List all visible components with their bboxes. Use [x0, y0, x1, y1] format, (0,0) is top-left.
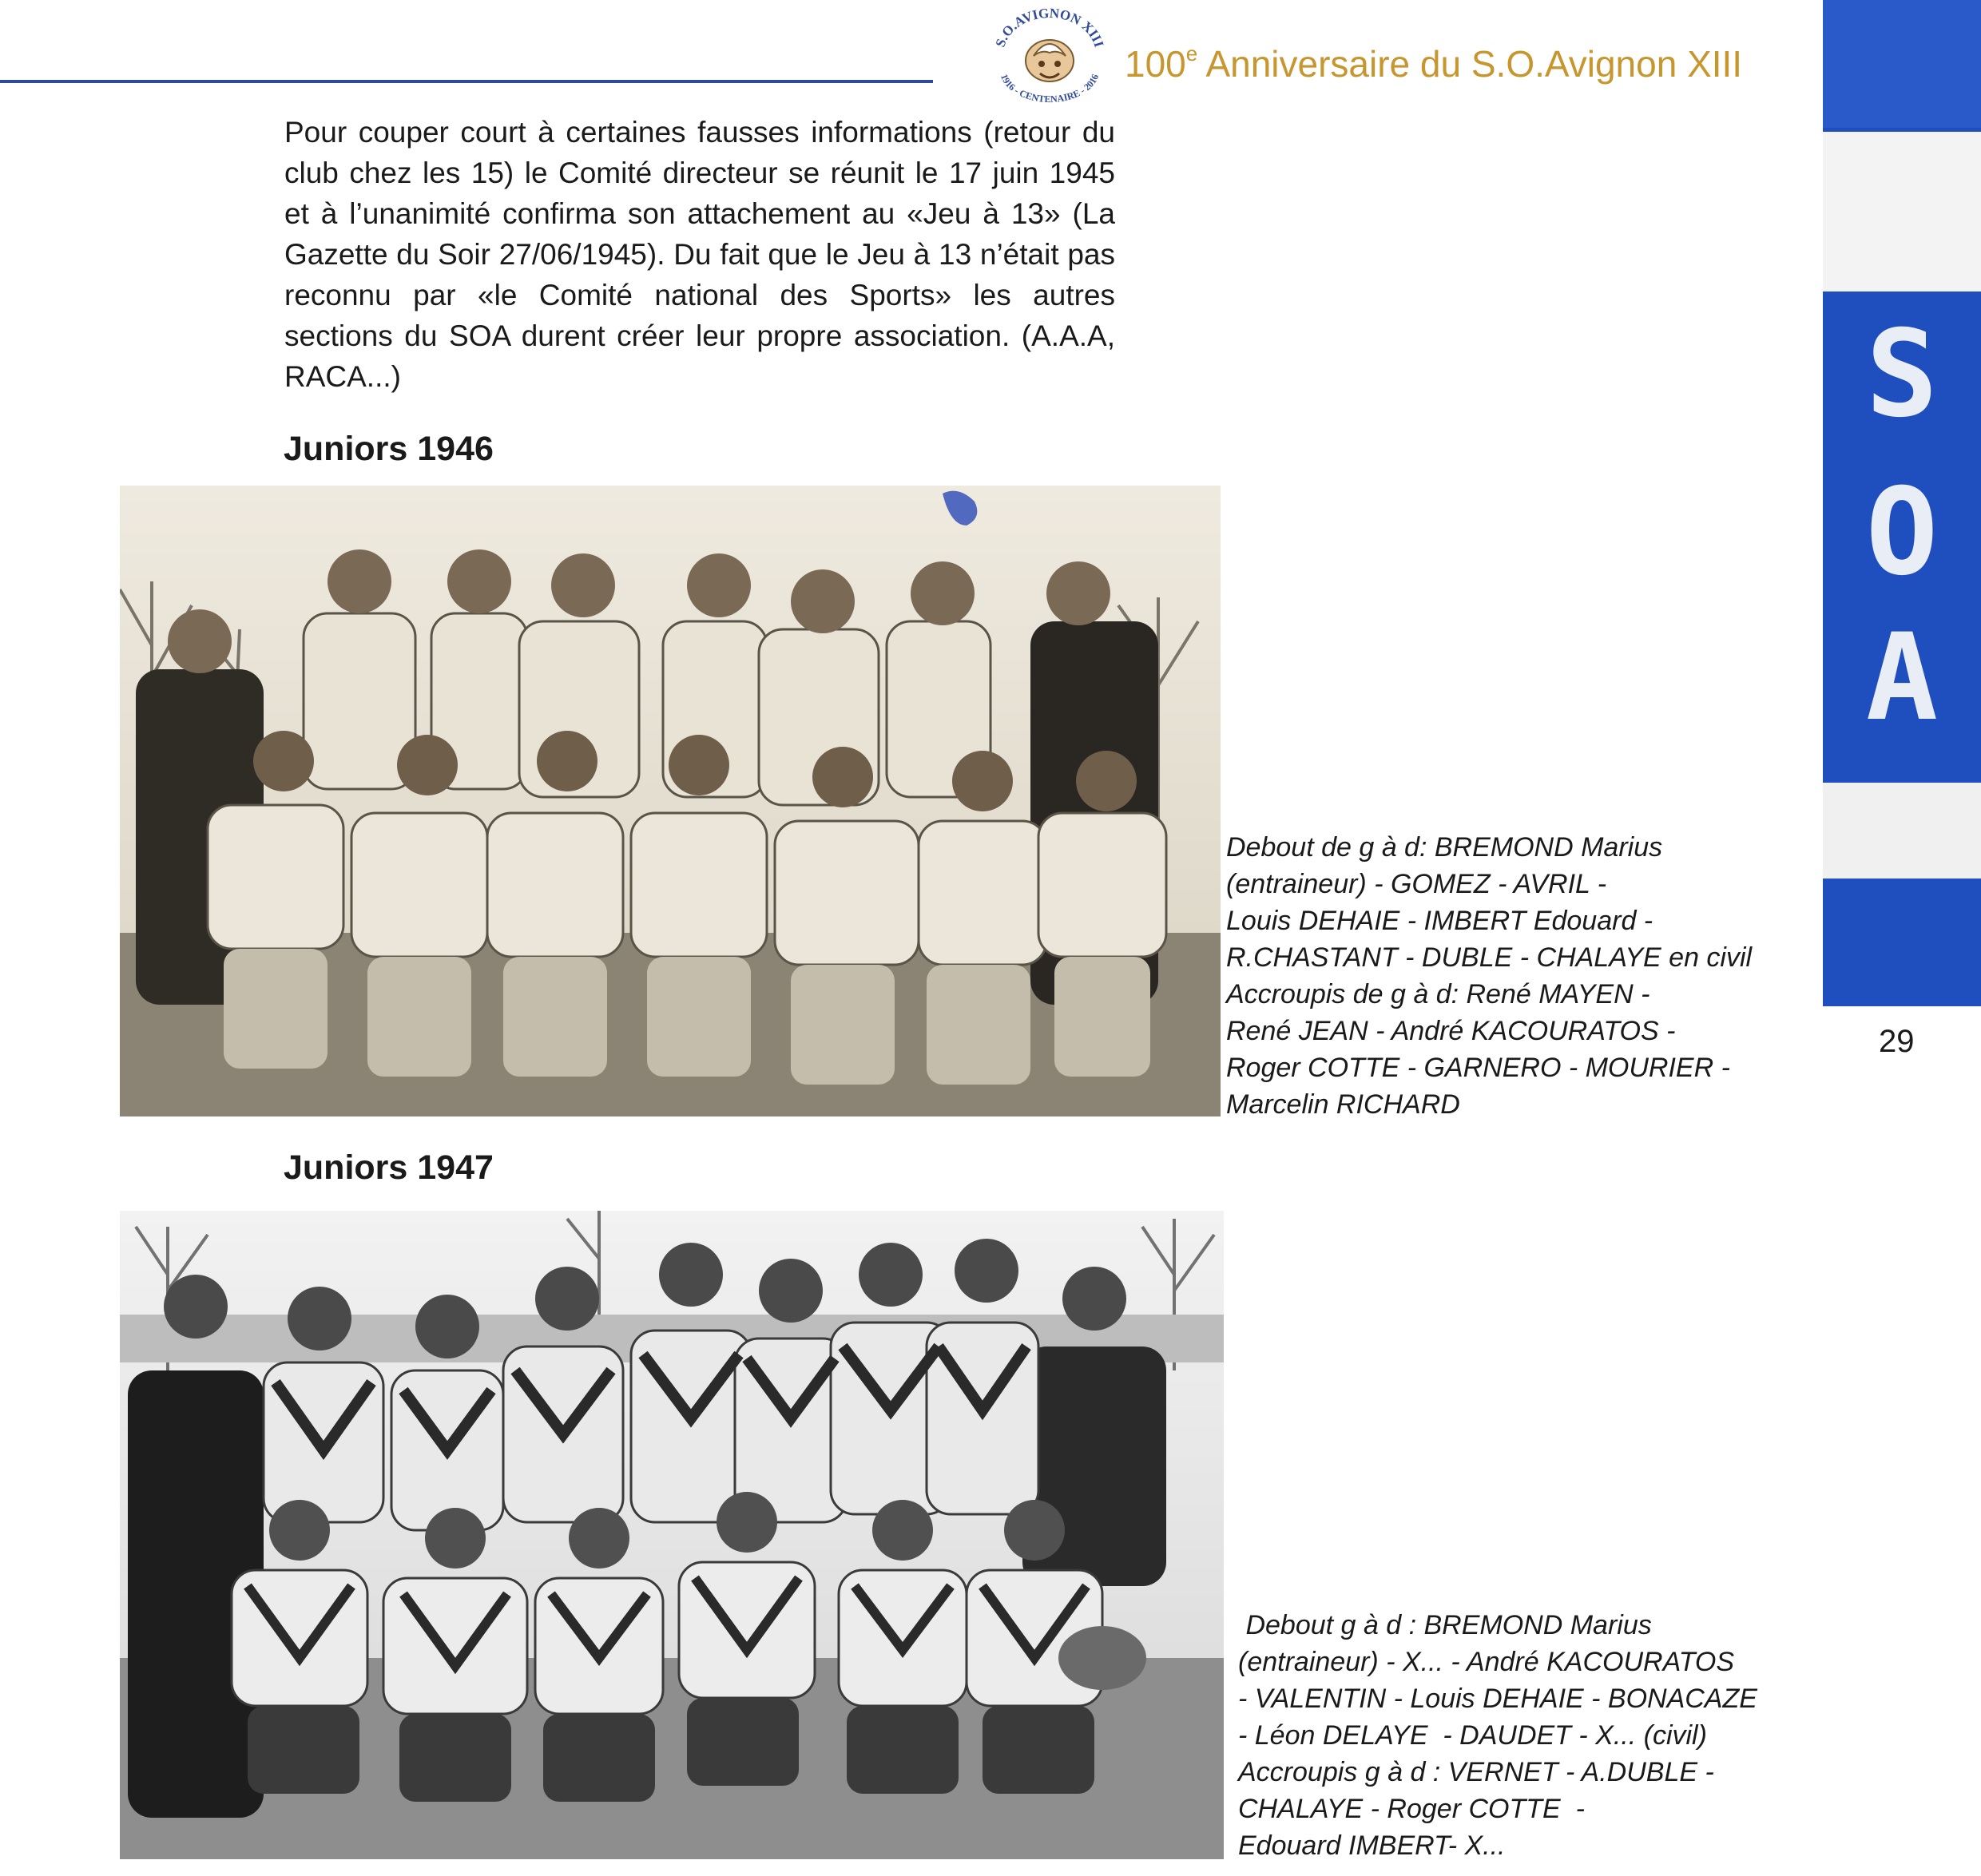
- club-logo: [989, 8, 1110, 104]
- header-rule: [0, 80, 933, 83]
- caption-1947: Debout g à d : BREMOND Marius (entraineur) - X... - André KACOURATOS - VALENTIN - Louis DEHAIE - BONACAZE - Léon DELAYE - DAUDET - X... (civil) Accroupis g à d : VERNET - A.DUBLE - CHALAYE - Roger COTTE - Edouard IMBERT- X...: [1238, 1610, 1757, 1861]
- band-letter-a: A: [1865, 609, 1939, 748]
- svg-text:1916 - CENTENAIRE - 2016: 1916 - CENTENAIRE - 2016: [998, 72, 1102, 104]
- section-title-1947: Juniors 1947: [284, 1148, 494, 1187]
- section-title-1946: Juniors 1946: [284, 430, 494, 468]
- band-letter-s: S: [1865, 305, 1939, 444]
- svg-text:S.O.AVIGNON XIII: S.O.AVIGNON XIII: [992, 8, 1107, 50]
- intro-paragraph: Pour couper court à certaines fausses informations (retour du club chez les 15) le Comité directeur se réunit le 17 juin 1945 et à l’unanimité confirma son attachement au «Jeu à 13» (La Gazette du Soir 27/06/1945). Du fait que le Jeu à 13 n’était pas reconnu par «le Comité national des Sports» les autres sections du SOA durent créer leur propre association. (A.A.A, RACA...): [284, 116, 1115, 393]
- team-photo-1946: [120, 486, 1221, 1116]
- band-letter-o: O: [1865, 463, 1939, 602]
- page-number: 29: [1879, 1024, 1915, 1059]
- team-photo-1947: [120, 1211, 1224, 1859]
- soa-scarf-band: [1823, 0, 1981, 1006]
- caption-1946: Debout de g à d: BREMOND Marius (entraineur) - GOMEZ - AVRIL - Louis DEHAIE - IMBERT Edouard - R.CHASTANT - DUBLE - CHALAYE en civil Accroupis de g à d: René MAYEN - René JEAN - André KACOURATOS - Roger COTTE - GARNERO - MOURIER - Marcelin RICHARD: [1226, 832, 1753, 1120]
- header-title: 100e Anniversaire du S.O.Avignon XIII: [1125, 42, 1743, 85]
